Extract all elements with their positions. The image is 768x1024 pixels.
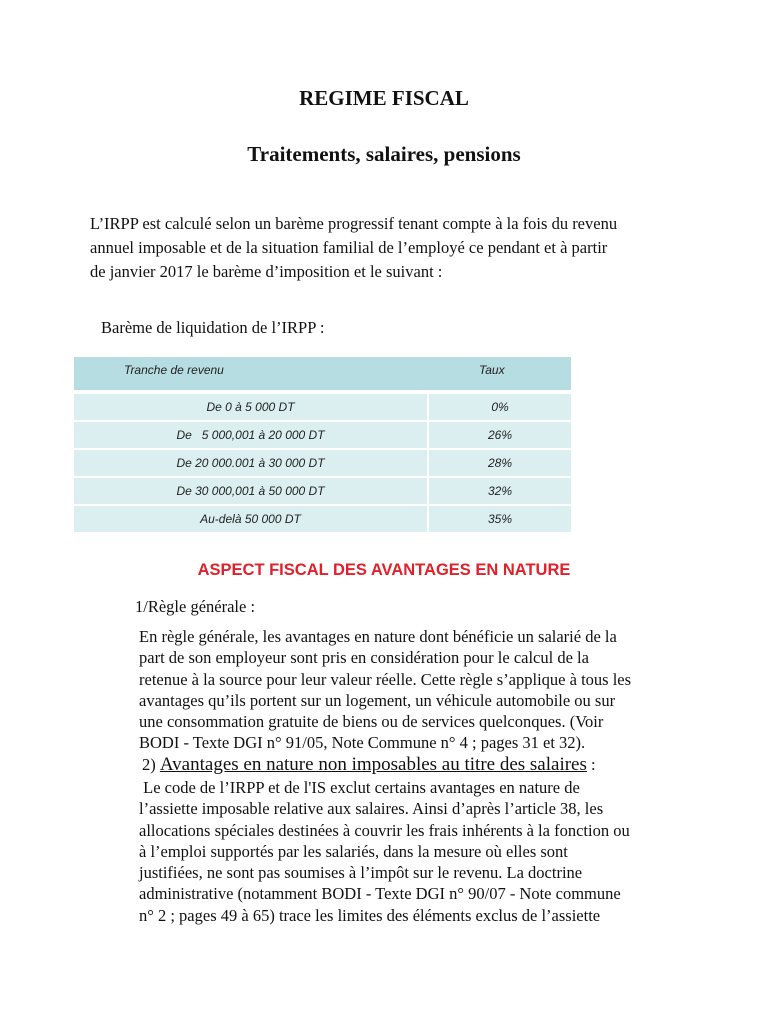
item2-suffix: : [586,755,596,774]
paragraph-line: retenue à la source pour leur valeur réelle. Cette règle s’applique à tous les [139,669,632,689]
paragraph-line: une consommation gratuite de biens ou de services quelconques. (Voir [139,712,604,732]
paragraph-line: justifiées, ne sont pas soumises à l’impôt sur le revenu. La doctrine [139,863,583,883]
table-row [74,394,571,420]
document-subtitle: Traitements, salaires, pensions [247,142,521,166]
cell-tranche: De 30 000,001 à 50 000 DT [74,478,429,504]
table-header [74,357,571,390]
header-taux: Taux [479,363,505,377]
document-title: REGIME FISCAL [299,86,469,110]
item2-number: 2) [142,755,156,774]
table-row [74,478,571,504]
cell-taux: 32% [487,484,513,498]
paragraph-line: part de son employeur sont pris en considération pour le calcul de la [139,648,589,668]
table-row [74,422,571,448]
intro-line: de janvier 2017 le barème d’imposition et le suivant : [90,262,443,281]
paragraph-line: avantages qu’ils portent sur un logement, un véhicule automobile ou sur [139,690,616,710]
paragraph-line: l’assiette imposable relative aux salaires. Ainsi d’après l’article 38, les [139,799,604,819]
intro-line: annuel imposable et de la situation familial de l’employé ce pendant et à partir [90,238,608,257]
paragraph-line: BODI - Texte DGI n° 91/05, Note Commune n° 4 ; pages 31 et 32). [139,733,586,753]
cell-taux: 0% [491,400,509,414]
item2-title: Avantages en nature non imposables au titre des salaires [159,754,587,775]
cell-taux: 35% [487,512,513,526]
avantages-paragraph [139,777,699,926]
section-heading: ASPECT FISCAL DES AVANTAGES EN NATURE [197,561,571,579]
intro-paragraph [90,212,690,284]
cell-tranche: De 20 000.001 à 30 000 DT [74,450,429,476]
paragraph-line: allocations spéciales destinées à couvrir les frais inhérents à la fonction ou [139,820,630,840]
paragraph-line: à l’emploi supportés par les salariés, dans la mesure où elles sont [139,841,568,861]
paragraph-line: En règle générale, les avantages en nature dont bénéficie un salarié de la [139,627,617,646]
cell-tranche: Au-delà 50 000 DT [74,506,429,532]
paragraph-line: administrative (notamment BODI - Texte DGI n° 90/07 - Note commune [139,884,621,904]
cell-taux: 28% [487,456,513,470]
cell-taux: 26% [487,428,513,442]
cell-tranche: De 5 000,001 à 20 000 DT [74,422,429,448]
table-row [74,450,571,476]
regle-generale-paragraph [139,626,699,754]
paragraph-line: n° 2 ; pages 49 à 65) trace les limites des éléments exclus de l’assiette [139,905,601,925]
table-row [74,506,571,532]
cell-tranche: De 0 à 5 000 DT [74,394,429,420]
regle-generale-heading: 1/Règle générale : [135,597,256,616]
paragraph-line: Le code de l’IRPP et de l'IS exclut certains avantages en nature de [139,778,580,797]
intro-line: L’IRPP est calculé selon un barème progressif tenant compte à la fois du revenu [90,214,618,233]
item2-heading [142,754,596,776]
header-tranche: Tranche de revenu [124,363,224,377]
bareme-label: Barème de liquidation de l’IRPP : [101,318,325,337]
